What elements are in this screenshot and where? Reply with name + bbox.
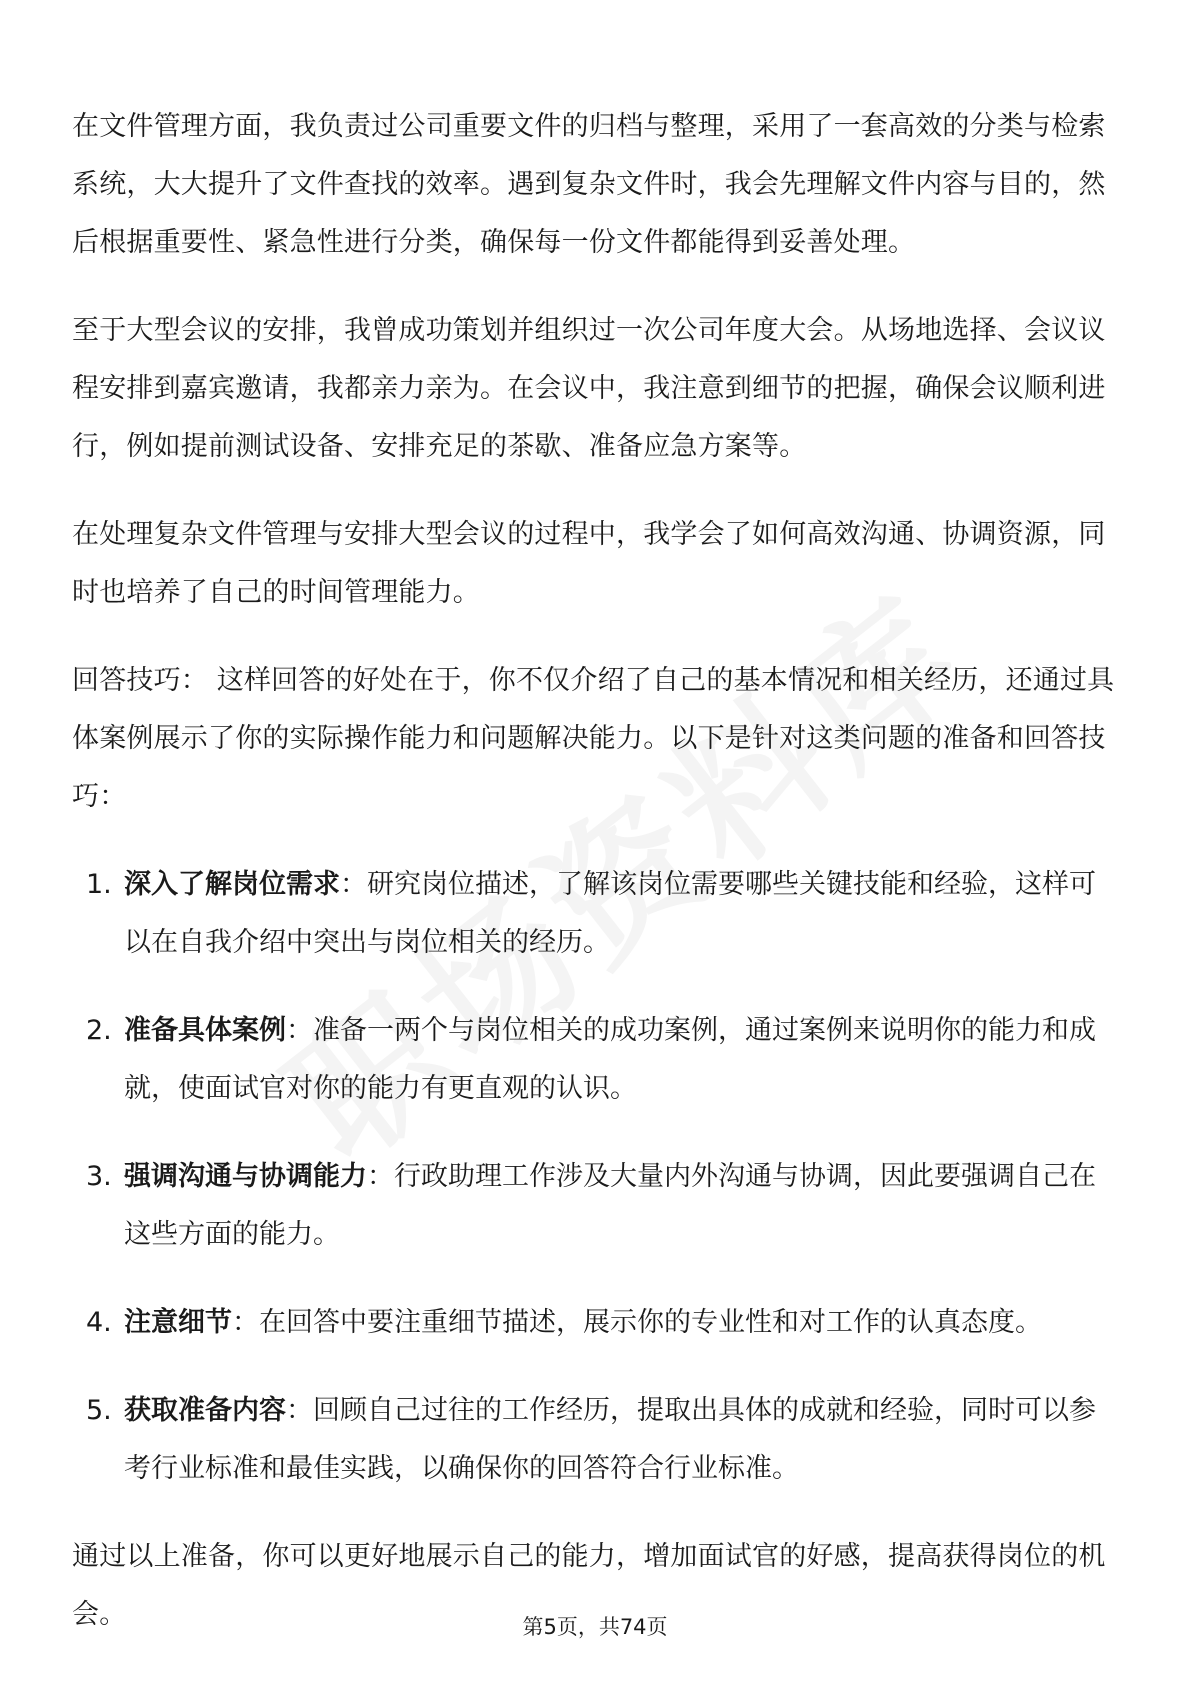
list-item-number: 2. [86,1015,112,1046]
list-item-term: 准备具体案例 [124,1015,286,1046]
paragraph-meeting-arrangement: 至于大型会议的安排，我曾成功策划并组织过一次公司年度大会。从场地选择、会议议程安排到嘉宾邀请，我都亲力亲为。在会议中，我注意到细节的把握，确保会议顺利进行，例如提前测试设备、安排充足的茶歇、准备应急方案等。 [72,315,1106,462]
list-item [72,856,1122,972]
list-item-text: ：研究岗位描述，了解该岗位需要哪些关键技能和经验，这样可以在自我介绍中突出与岗位相关的经历。 [124,869,1096,958]
list-item [72,1002,1122,1118]
list-item-text: ：回顾自己过往的工作经历，提取出具体的成就和经验，同时可以参考行业标准和最佳实践，以确保你的回答符合行业标准。 [124,1395,1096,1484]
list-item-term: 强调沟通与协调能力 [124,1161,367,1192]
list-item-text: ：行政助理工作涉及大量内外沟通与协调，因此要强调自己在这些方面的能力。 [124,1161,1096,1250]
page-number-footer: 第5页，共74页 [522,1615,668,1639]
paragraph-closing: 通过以上准备，你可以更好地展示自己的能力，增加面试官的好感，提高获得岗位的机会。 [72,1541,1106,1630]
list-item [72,1294,1122,1352]
tips-list [72,856,1122,1498]
document-body [72,98,1122,1674]
paragraph-learning-summary: 在处理复杂文件管理与安排大型会议的过程中，我学会了如何高效沟通、协调资源，同时也培养了自己的时间管理能力。 [72,519,1106,608]
list-item-term: 注意细节 [124,1307,232,1338]
paragraph-file-management: 在文件管理方面，我负责过公司重要文件的归档与整理，采用了一套高效的分类与检索系统，大大提升了文件查找的效率。遇到复杂文件时，我会先理解文件内容与目的，然后根据重要性、紧急性进行分类，确保每一份文件都能得到妥善处理。 [72,111,1106,258]
list-item [72,1382,1122,1498]
list-item-text: ：准备一两个与岗位相关的成功案例，通过案例来说明你的能力和成就，使面试官对你的能力有更直观的认识。 [124,1015,1096,1104]
list-item-number: 1. [86,869,112,900]
list-item-term: 深入了解岗位需求 [124,869,340,900]
list-item-number: 5. [86,1395,112,1426]
list-item-term: 获取准备内容 [124,1395,286,1426]
list-item [72,1148,1122,1264]
list-item-number: 4. [86,1307,112,1338]
list-item-text: ：在回答中要注重细节描述，展示你的专业性和对工作的认真态度。 [232,1307,1042,1338]
paragraph-answer-tips-intro: 回答技巧： 这样回答的好处在于，你不仅介绍了自己的基本情况和相关经历，还通过具体案例展示了你的实际操作能力和问题解决能力。以下是针对这类问题的准备和回答技巧： [72,665,1115,812]
list-item-number: 3. [86,1161,112,1192]
